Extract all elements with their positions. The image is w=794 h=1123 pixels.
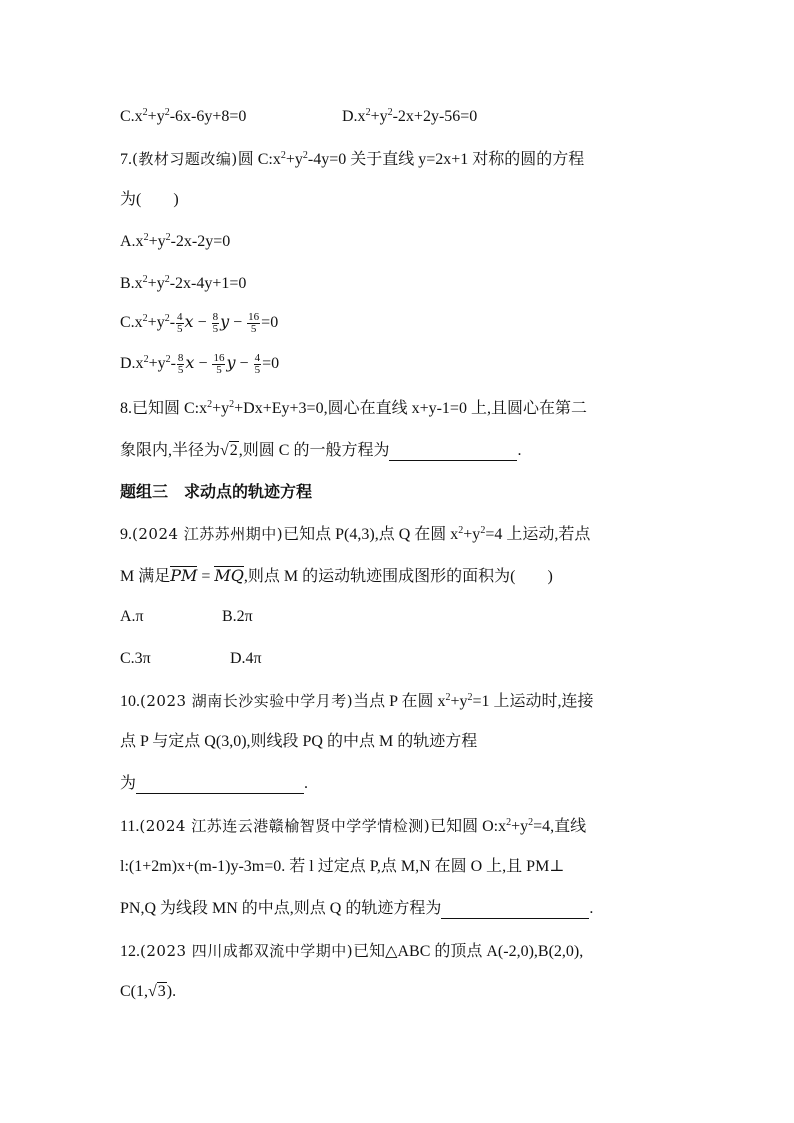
q10-stem: 10.(2023 湖南长沙实验中学月考)当点 P 在圆 $x^2+y^2=1$ 上运动时,连接 <box>120 692 594 710</box>
q11-stem-cont: l:(1+2m)x+(m-1)y-3m=0. 若 l 过定点 P,点 M,N 在圆 O 上,且 PM⊥ <box>120 858 565 875</box>
q7-source: (教材习题改编) <box>132 150 238 168</box>
q6-option-d: $D.x^2+y^2-2x+2y-56=0$ <box>342 107 478 125</box>
q10-stem-end: 为 . <box>120 775 309 792</box>
q11-source: (2024 江苏连云港赣榆智贤中学学情检测) <box>139 817 431 835</box>
vector-pm: PM <box>170 566 198 585</box>
vector-mq: MQ <box>214 566 244 585</box>
q9-option-c: C.3π <box>120 650 151 667</box>
q6-option-c: $C.x^2+y^2-6x-6y+8=0$ <box>120 107 247 125</box>
q9-stem-cont: M 满足PM = MQ,则点 M 的运动轨迹围成图形的面积为( ) <box>120 566 553 585</box>
q11-stem: 11.(2024 江苏连云港赣榆智贤中学学情检测)已知圆 $O:x^2+y^2=4$,直线 <box>120 817 587 835</box>
sqrt-symbol: √2 <box>220 442 238 459</box>
q10-stem-cont: 点 P 与定点 Q(3,0),则线段 PQ 的中点 M 的轨迹方程 <box>120 733 478 750</box>
q12-stem: 12.(2023 四川成都双流中学期中)已知△ABC 的顶点 A(-2,0),B(2,0), <box>120 942 584 960</box>
q10-source: (2023 湖南长沙实验中学月考) <box>140 692 354 710</box>
q9-option-d: D.4π <box>230 650 262 667</box>
answer-blank[interactable] <box>441 902 589 919</box>
sqrt-symbol: √3 <box>148 983 166 1000</box>
q9-option-a: A.π <box>120 608 144 625</box>
q7-option-d: $D.x^2+y^2-$ $\frac{8}{5}$ x − $\frac{16}{5}$ y − $\frac{4}{5}$ =0 <box>120 352 280 376</box>
section-heading: 题组三 求动点的轨迹方程 <box>120 482 313 501</box>
q8-stem: 8.已知圆 $C:x^2+y^2+Dx+Ey+3=0$,圆心在直线 x+y-1=0 上,且圆心在第二 <box>120 399 587 417</box>
q9-source: (2024 江苏苏州期中) <box>132 525 284 543</box>
q7-option-c: $C.x^2+y^2-$ $\frac{4}{5}$ x − $\frac{8}{5}$ y − $\frac{16}{5}$ =0 <box>120 311 279 335</box>
q9-stem: 9.(2024 江苏苏州期中)已知点 P(4,3),点 Q 在圆 $x^2+y^2=4$ 上运动,若点 <box>120 525 591 543</box>
answer-blank[interactable] <box>389 444 517 461</box>
answer-blank[interactable] <box>136 777 304 794</box>
q7-number: 7. <box>120 151 132 168</box>
q8-stem-cont: 象限内,半径为√2,则圆 C 的一般方程为 . <box>120 442 522 459</box>
q7-stem: 7.(教材习题改编)圆 $C:x^2+y^2-4y=0$ 关于直线 y=2x+1 对称的圆的方程 <box>120 150 585 168</box>
q7-option-b: $B.x^2+y^2-2x-4y+1=0$ <box>120 274 247 292</box>
q12-source: (2023 四川成都双流中学期中) <box>140 942 354 960</box>
q7-stem-cont: 为( ) <box>120 191 179 208</box>
q7-option-a: $A.x^2+y^2-2x-2y=0$ <box>120 232 231 250</box>
q11-stem-end: PN,Q 为线段 MN 的中点,则点 Q 的轨迹方程为 . <box>120 900 594 917</box>
q9-option-b: B.2π <box>222 608 253 625</box>
q12-stem-cont: C(1,√3). <box>120 983 177 1000</box>
